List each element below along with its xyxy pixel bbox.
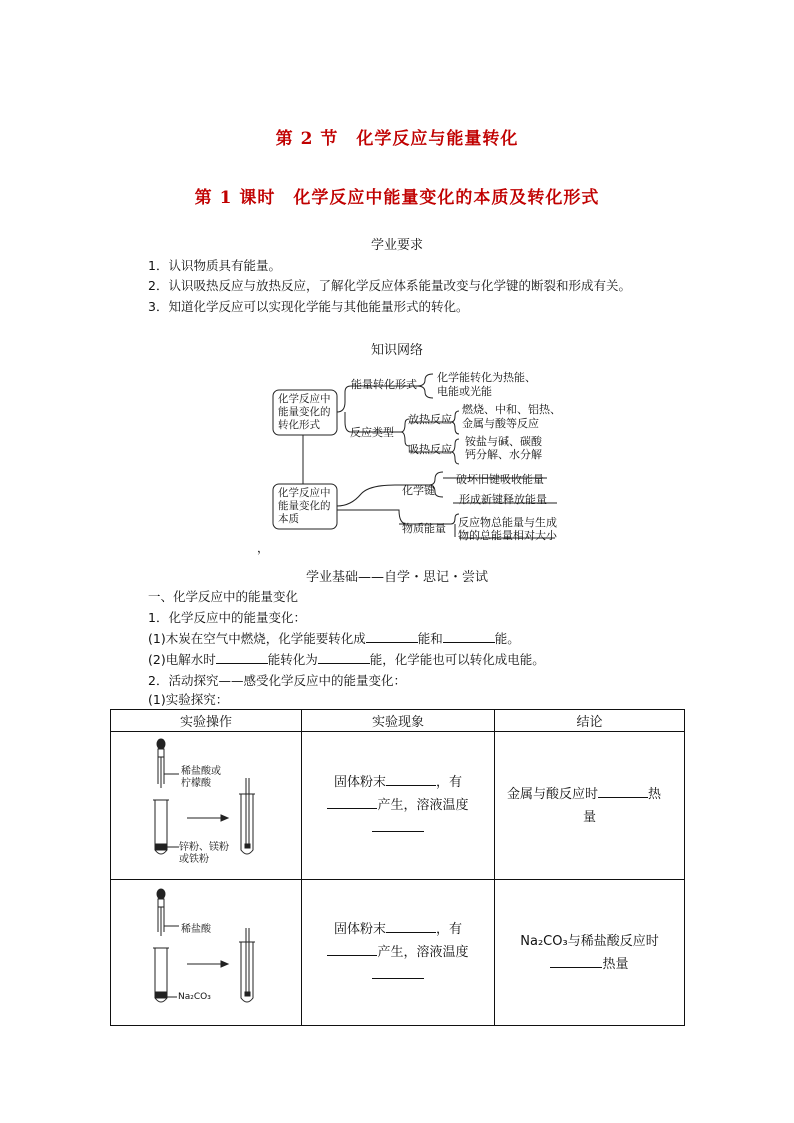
network-text: 铵盐与碱、碳酸 [465, 435, 542, 448]
item-heading: 1．化学反应中的能量变化： [148, 610, 306, 625]
section-title: 第 2 节 化学反应与能量转化 [275, 129, 519, 149]
section-heading: 一、化学反应中的能量变化 [148, 589, 299, 604]
operation-cell [111, 732, 302, 880]
requirements-heading: 学业要求 [370, 238, 423, 253]
table-row [111, 732, 685, 880]
solid-label: Na₂CO₃ [178, 992, 211, 1002]
header-phenomenon: 实验现象 [302, 710, 495, 732]
test-tube-illustration [111, 880, 301, 1025]
answer-blank[interactable] [598, 785, 648, 798]
network-text: 化学能转化为热能、 [437, 371, 536, 384]
network-text: 形成新键释放能量 [459, 493, 547, 506]
network-text: 燃烧、中和、铝热、 [462, 403, 561, 416]
question-1: (1)木炭在空气中燃烧，化学能要转化成 能和 能。 [148, 631, 520, 646]
basics-heading: 学业基础——自学・思记・尝试 [305, 570, 488, 585]
table-header-row [111, 710, 685, 732]
network-label: 物质能量 [402, 522, 446, 535]
answer-blank[interactable] [550, 955, 602, 968]
answer-blank[interactable] [327, 943, 377, 956]
operation-cell [111, 880, 302, 1026]
answer-blank[interactable] [443, 630, 495, 643]
metal-label: 锌粉、镁粉 或铁粉 [179, 842, 229, 865]
table-row [111, 880, 685, 1026]
network-text: 破坏旧键吸收能量 [456, 473, 544, 486]
header-conclusion: 结论 [495, 710, 685, 732]
network-text: 物的总能量相对大小 [458, 529, 557, 542]
answer-blank[interactable] [372, 966, 424, 979]
network-box-essence-label: 化学反应中能量变化的本质 [278, 487, 331, 525]
stray-comma: ， [257, 541, 270, 555]
item-heading: 2．活动探究——感受化学反应中的能量变化： [148, 673, 406, 688]
network-label: 放热反应 [408, 413, 452, 426]
network-text: 钙分解、水分解 [465, 448, 542, 461]
answer-blank[interactable] [386, 920, 436, 933]
answer-blank[interactable] [372, 819, 424, 832]
network-label: 能量转化形式 [351, 378, 417, 391]
network-label: 反应类型 [350, 426, 394, 439]
phenomenon-cell: 固体粉末 ，有 产生，溶液温度 [302, 732, 495, 880]
network-label: 吸热反应 [408, 443, 452, 456]
network-heading: 知识网络 [370, 343, 423, 358]
answer-blank[interactable] [327, 796, 377, 809]
reagent-label: 稀盐酸或 柠檬酸 [181, 766, 221, 789]
answer-blank[interactable] [386, 773, 436, 786]
conclusion-cell: 金属与酸反应时 热 量 [495, 732, 685, 880]
phenomenon-cell: 固体粉末 ，有 产生，溶液温度 [302, 880, 495, 1026]
answer-blank[interactable] [318, 651, 370, 664]
network-text: 金属与酸等反应 [462, 417, 539, 430]
network-box-forms-label: 化学反应中能量变化的转化形式 [278, 393, 331, 431]
reagent-label: 稀盐酸 [181, 924, 211, 935]
lesson-title: 第 1 课时 化学反应中能量变化的本质及转化形式 [194, 188, 600, 208]
network-text: 反应物总能量与生成 [458, 516, 557, 529]
requirement-item: 2．认识吸热反应与放热反应，了解化学反应体系能量改变与化学键的断裂和形成有关。 [148, 278, 631, 293]
network-text: 电能或光能 [437, 385, 492, 398]
question-2: (2)电解水时 能转化为 能，化学能也可以转化成电能。 [148, 652, 545, 667]
answer-blank[interactable] [366, 630, 418, 643]
conclusion-cell: Na₂CO₃与稀盐酸反应时 热量 [495, 880, 685, 1026]
requirement-item: 3．知道化学反应可以实现化学能与其他能量形式的转化。 [148, 299, 469, 314]
requirement-item: 1．认识物质具有能量。 [148, 258, 281, 273]
answer-blank[interactable] [216, 651, 268, 664]
header-operation: 实验操作 [111, 710, 302, 732]
experiment-table [110, 709, 685, 1026]
network-label: 化学键 [402, 484, 435, 497]
sub-heading: (1)实验探究： [148, 692, 229, 707]
